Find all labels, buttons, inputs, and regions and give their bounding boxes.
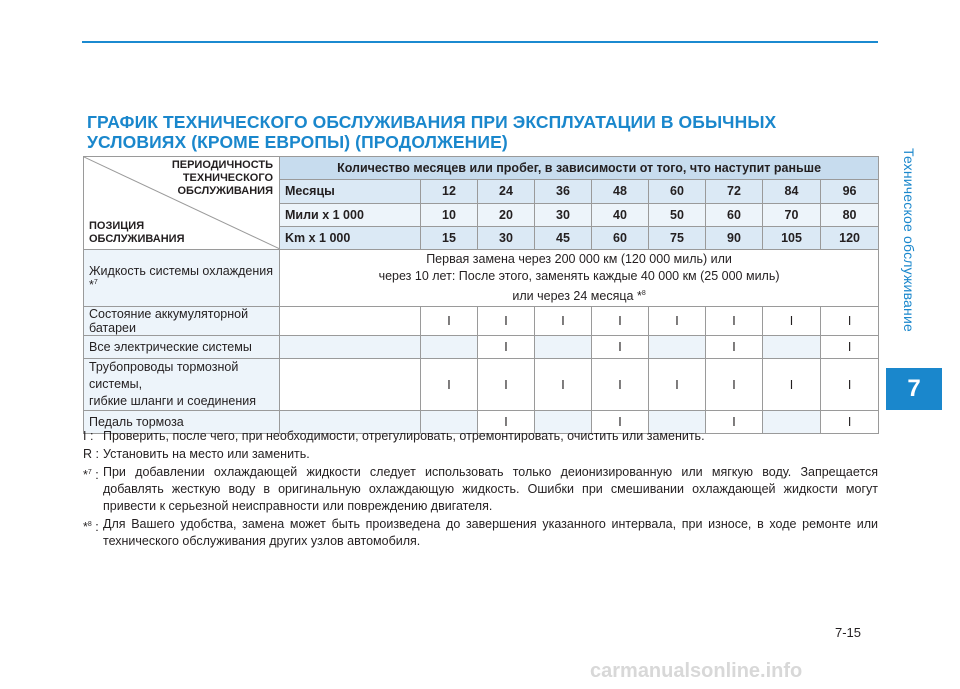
km-cell: 105: [763, 226, 821, 249]
months-cell: 36: [535, 180, 592, 203]
miles-label: Мили х 1 000: [280, 203, 421, 226]
brake-lines-label: [84, 359, 280, 411]
pedal-mark: I: [706, 411, 763, 434]
electric-mark: I: [478, 336, 535, 359]
brake-lines-mark: I: [706, 359, 763, 411]
page-title: ГРАФИК ТЕХНИЧЕСКОГО ОБСЛУЖИВАНИЯ ПРИ ЭКСПЛУАТАЦИИ В ОБЫЧНЫХ УСЛОВИЯХ (КРОМЕ ЕВРОПЫ) (ПРОДОЛЖЕНИЕ): [87, 112, 777, 152]
months-cell: 60: [649, 180, 706, 203]
chapter-tab: 7: [886, 368, 942, 410]
brake-lines-mark: I: [592, 359, 649, 411]
watermark: carmanualsonline.info: [590, 660, 803, 682]
miles-cell: 50: [649, 203, 706, 226]
brake-lines-label-line: гибкие шланги и соединения: [89, 394, 257, 408]
km-cell: 60: [592, 226, 649, 249]
coolant-note: [280, 250, 879, 307]
footnote-key: *$^8$ :: [83, 520, 99, 535]
months-cell: 12: [421, 180, 478, 203]
footnote-text: При добавлении охлаждающей жидкости следует использовать только деионизированную или мягкую воду. Запрещается добавлять жесткую воду в оригинальную охлаждающую жидкость. Ошибки при смешивании охлаждающей жидкости могут привести к серьезной неисправности или повреждению двигателя.: [103, 465, 878, 513]
battery-mark: I: [821, 307, 879, 336]
battery-label: Состояние аккумуляторной батареи: [84, 307, 280, 336]
footnote-number: 7: [87, 469, 92, 476]
miles-cell: 70: [763, 203, 821, 226]
km-cell: 75: [649, 226, 706, 249]
brake-lines-mark: I: [478, 359, 535, 411]
battery-mark: I: [535, 307, 592, 336]
interval-header: Количество месяцев или пробег, в зависимости от того, что наступит раньше: [280, 157, 879, 180]
electric-label: Все электрические системы: [84, 336, 280, 359]
months-cell: 24: [478, 180, 535, 203]
electric-mark: [763, 336, 821, 359]
corner-periodicity-label: ПЕРИОДИЧНОСТЬ ТЕХНИЧЕСКОГО ОБСЛУЖИВАНИЯ: [171, 159, 273, 197]
coolant-note-line: Первая замена через 200 000 км (120 000 миль) или: [426, 251, 732, 266]
battery-mark: I: [649, 307, 706, 336]
coolant-note-text: или через 24 месяца *: [512, 289, 642, 304]
km-cell: 90: [706, 226, 763, 249]
brake-lines-mark: I: [535, 359, 592, 411]
months-cell: 84: [763, 180, 821, 203]
top-rule: [82, 41, 878, 43]
miles-cell: 30: [535, 203, 592, 226]
months-cell: 72: [706, 180, 763, 203]
coolant-note-line: [280, 285, 878, 305]
brake-lines-mark: I: [763, 359, 821, 411]
coolant-label: [84, 250, 280, 307]
pedal-label: Педаль тормоза: [84, 411, 280, 434]
brake-lines-row: [84, 359, 879, 411]
footnote-7: [83, 464, 878, 515]
months-label: Месяцы: [280, 180, 421, 203]
battery-mark: I: [592, 307, 649, 336]
coolant-note-line: через 10 лет: После этого, заменять каждые 40 000 км (25 000 миль): [378, 268, 780, 283]
km-cell: 30: [478, 226, 535, 249]
km-cell: 15: [421, 226, 478, 249]
footnote-8: [83, 516, 878, 550]
footnote-number: 8: [87, 521, 92, 528]
coolant-footnote-ref: 7: [93, 278, 98, 286]
legend-item-replace: [83, 446, 878, 463]
pedal-mark: I: [478, 411, 535, 434]
battery-mark: I: [478, 307, 535, 336]
electric-mark: [535, 336, 592, 359]
km-label: Km x 1 000: [280, 226, 421, 249]
battery-row: [84, 307, 879, 336]
brake-lines-mark: I: [421, 359, 478, 411]
electric-row: [84, 336, 879, 359]
miles-cell: 20: [478, 203, 535, 226]
page-number: 7-15: [835, 625, 862, 640]
maintenance-schedule-table: [83, 156, 879, 434]
coolant-note-footnote-ref: 8: [641, 289, 646, 297]
legend-key: I :: [83, 429, 94, 443]
corner-position-label: ПОЗИЦИЯ ОБСЛУЖИВАНИЯ: [89, 220, 185, 245]
miles-cell: 80: [821, 203, 879, 226]
coolant-row: [84, 250, 879, 307]
table-header-row: [84, 157, 879, 180]
electric-mark: I: [706, 336, 763, 359]
legend-text: Установить на место или заменить.: [103, 447, 310, 461]
section-side-label: Техническое обслуживание: [901, 148, 917, 332]
legend-item-inspect: [83, 428, 878, 445]
miles-cell: 40: [592, 203, 649, 226]
legend: [83, 428, 878, 551]
brake-lines-mark: I: [821, 359, 879, 411]
pedal-mark: I: [592, 411, 649, 434]
legend-key: R :: [83, 447, 99, 461]
months-cell: 48: [592, 180, 649, 203]
electric-mark: [649, 336, 706, 359]
footnote-text: Для Вашего удобства, замена может быть произведена до завершения указанного интервала, при износе, в ходе ремонте или технического обслуживания других узлов автомобиля.: [103, 517, 878, 548]
battery-mark: I: [421, 307, 478, 336]
km-cell: 120: [821, 226, 879, 249]
legend-text: Проверить, после чего, при необходимости, отрегулировать, отремонтировать, очистить или заменить.: [103, 429, 705, 443]
pedal-mark: I: [821, 411, 879, 434]
miles-cell: 10: [421, 203, 478, 226]
battery-mark: I: [763, 307, 821, 336]
miles-cell: 60: [706, 203, 763, 226]
electric-mark: [421, 336, 478, 359]
electric-mark: I: [821, 336, 879, 359]
battery-mark: I: [706, 307, 763, 336]
months-cell: 96: [821, 180, 879, 203]
km-cell: 45: [535, 226, 592, 249]
brake-lines-mark: I: [649, 359, 706, 411]
electric-mark: I: [592, 336, 649, 359]
table-corner-cell: [84, 157, 280, 250]
footnote-key: *$^7$ :: [83, 468, 99, 483]
coolant-label-text: Жидкость системы охлаждения *: [89, 264, 273, 292]
brake-lines-label-line: Трубопроводы тормозной системы,: [89, 360, 239, 391]
